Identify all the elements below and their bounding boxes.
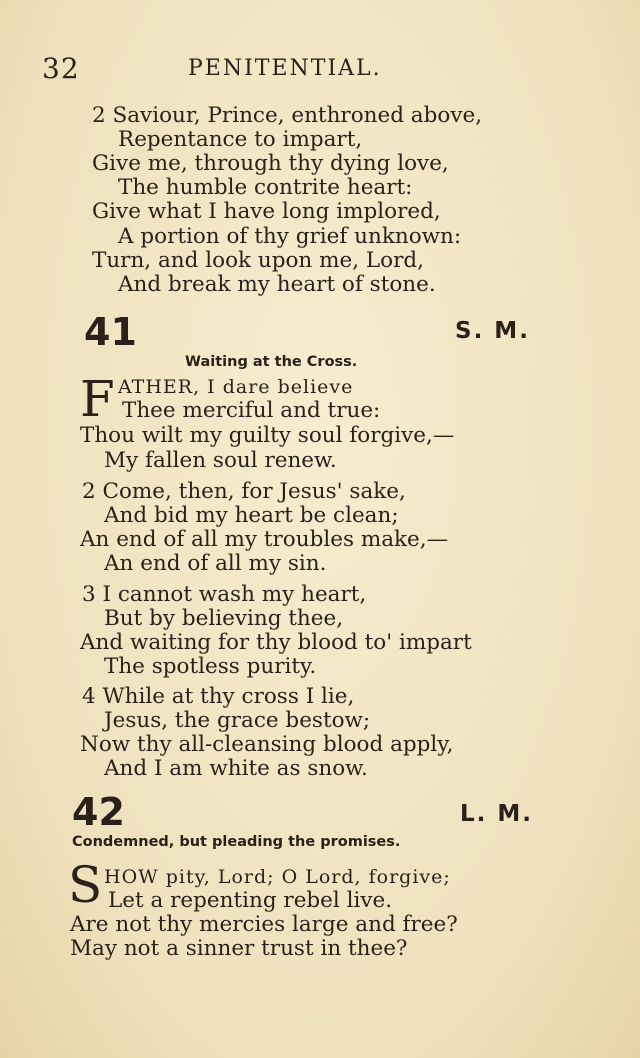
verse-line: And break my heart of stone. bbox=[118, 272, 436, 297]
verse-line: HOW pity, Lord; O Lord, forgive; bbox=[104, 866, 451, 888]
hymn-subtitle: Waiting at the Cross. bbox=[185, 354, 358, 370]
verse-line: And I am white as snow. bbox=[104, 756, 368, 781]
drop-cap: F bbox=[80, 370, 115, 428]
verse-line: Let a repenting rebel live. bbox=[108, 888, 393, 913]
verse-line: Give me, through thy dying love, bbox=[92, 151, 449, 176]
verse-line: The humble contrite heart: bbox=[118, 175, 413, 200]
verse-line: May not a sinner trust in thee? bbox=[70, 936, 408, 961]
verse-line: 2 Saviour, Prince, enthroned above, bbox=[92, 103, 483, 128]
verse-line: Now thy all-cleansing blood apply, bbox=[80, 732, 454, 757]
hymn-meter: S. M. bbox=[455, 318, 530, 344]
verse-line: Give what I have long implored, bbox=[92, 199, 441, 224]
hymn-meter: L. M. bbox=[460, 801, 534, 827]
verse-line: 4 While at thy cross I lie, bbox=[82, 684, 355, 709]
verse-line: Repentance to impart, bbox=[118, 127, 363, 152]
verse-line: A portion of thy grief unknown: bbox=[118, 224, 462, 249]
drop-cap: S bbox=[68, 856, 103, 914]
verse-line: Thou wilt my guilty soul forgive,— bbox=[80, 423, 455, 448]
verse-line: The spotless purity. bbox=[104, 654, 317, 679]
running-title: PENITENTIAL. bbox=[188, 56, 382, 81]
hymn-subtitle: Condemned, but pleading the promises. bbox=[72, 834, 401, 850]
verse-line: An end of all my sin. bbox=[104, 551, 327, 576]
page-number: 32 bbox=[42, 52, 80, 85]
hymn-number: 41 bbox=[84, 310, 137, 354]
verse-line: ATHER, I dare believe bbox=[118, 376, 354, 398]
verse-line: And bid my heart be clean; bbox=[104, 503, 399, 528]
verse-line: An end of all my troubles make,— bbox=[80, 527, 449, 552]
page-header bbox=[0, 52, 640, 86]
verse-line: And waiting for thy blood to' impart bbox=[80, 630, 472, 655]
verse-line: My fallen soul renew. bbox=[104, 448, 337, 473]
verse-line: Thee merciful and true: bbox=[122, 398, 381, 423]
hymn-number: 42 bbox=[72, 790, 125, 834]
verse-line: Turn, and look upon me, Lord, bbox=[92, 248, 424, 273]
verse-line: Jesus, the grace bestow; bbox=[104, 708, 371, 733]
verse-line: 3 I cannot wash my heart, bbox=[82, 582, 367, 607]
verse-line: Are not thy mercies large and free? bbox=[70, 912, 458, 937]
verse-line: But by believing thee, bbox=[104, 606, 344, 631]
verse-line: 2 Come, then, for Jesus' sake, bbox=[82, 479, 406, 504]
